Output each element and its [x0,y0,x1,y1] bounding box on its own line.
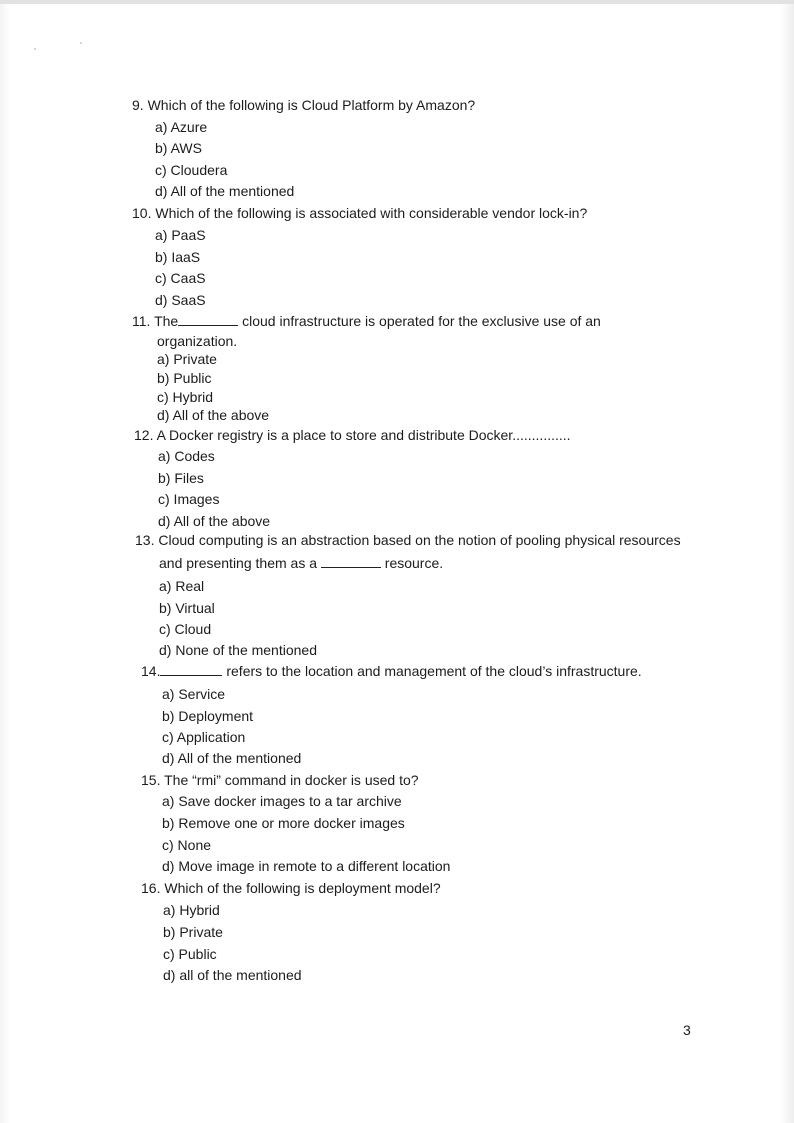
option: d) All of the mentioned [162,750,302,766]
question-number: 13. [135,532,155,548]
fill-blank [160,664,222,676]
option: c) Application [162,729,246,745]
question-number: 9. [132,97,144,113]
fill-blank [178,314,238,326]
question-text: Which of the following is Cloud Platform by Amazon? [147,97,476,113]
question-text: cloud infrastructure is operated for the exclusive use of an [242,313,601,329]
question-text: The “rmi” command in docker is used to? [164,772,419,788]
question-text: and presenting them as a [159,555,317,571]
option: c) CaaS [155,270,206,286]
question-text-continued: organization. [157,333,238,349]
option: b) Remove one or more docker images [162,815,405,831]
option: b) Public [157,370,212,386]
question-13 [135,532,681,548]
question-number: 10. [132,205,152,221]
question-text: Cloud computing is an abstraction based on the notion of pooling physical resources [158,532,681,548]
option: d) All of the above [157,407,270,423]
option: c) None [162,837,212,853]
question-text: resource. [384,555,444,571]
scan-speck [34,48,36,50]
scan-edge [0,0,794,4]
question-number: 15. [141,772,161,788]
option: d) Move image in remote to a different location [162,858,451,874]
page-number: 3 [683,1022,691,1038]
question-text-continued [159,555,443,571]
option: b) Virtual [159,600,215,616]
question-text: refers to the location and management of the cloud’s infrastructure. [226,663,642,679]
option: d) None of the mentioned [159,642,317,658]
question-9 [132,97,475,113]
option: a) Service [162,686,226,702]
option: d) All of the mentioned [155,183,295,199]
option: a) Real [159,578,205,594]
option: d) SaaS [155,292,206,308]
option: a) Private [157,351,217,367]
option: c) Hybrid [157,389,214,405]
option: a) Azure [155,119,208,135]
option: c) Cloudera [155,162,228,178]
option: c) Cloud [159,621,212,637]
option: a) PaaS [155,227,206,243]
option: d) all of the mentioned [163,967,302,983]
scan-speck [80,42,82,44]
option: b) Private [163,924,223,940]
question-text: The [154,313,179,329]
question-number: 14. [141,663,161,679]
option: b) AWS [155,140,202,156]
question-12 [134,427,571,443]
option: a) Save docker images to a tar archive [162,793,402,809]
question-16 [141,880,441,896]
option: c) Images [158,491,220,507]
question-text: Which of the following is associated with considerable vendor lock-in? [155,205,588,221]
question-text: A Docker registry is a place to store and distribute Docker............... [156,427,571,443]
question-number: 11. [132,313,151,329]
fill-blank [321,556,381,568]
question-14 [141,663,642,679]
question-11 [132,313,601,329]
option: b) Files [158,470,204,486]
question-15 [141,772,419,788]
question-10 [132,205,587,221]
question-number: 16. [141,880,161,896]
option: a) Codes [158,448,215,464]
question-number: 12. [134,427,154,443]
option: b) Deployment [162,708,254,724]
option: a) Hybrid [163,902,220,918]
option: c) Public [163,946,217,962]
option: d) All of the above [158,513,271,529]
question-text: Which of the following is deployment model? [164,880,441,896]
option: b) IaaS [155,249,201,265]
